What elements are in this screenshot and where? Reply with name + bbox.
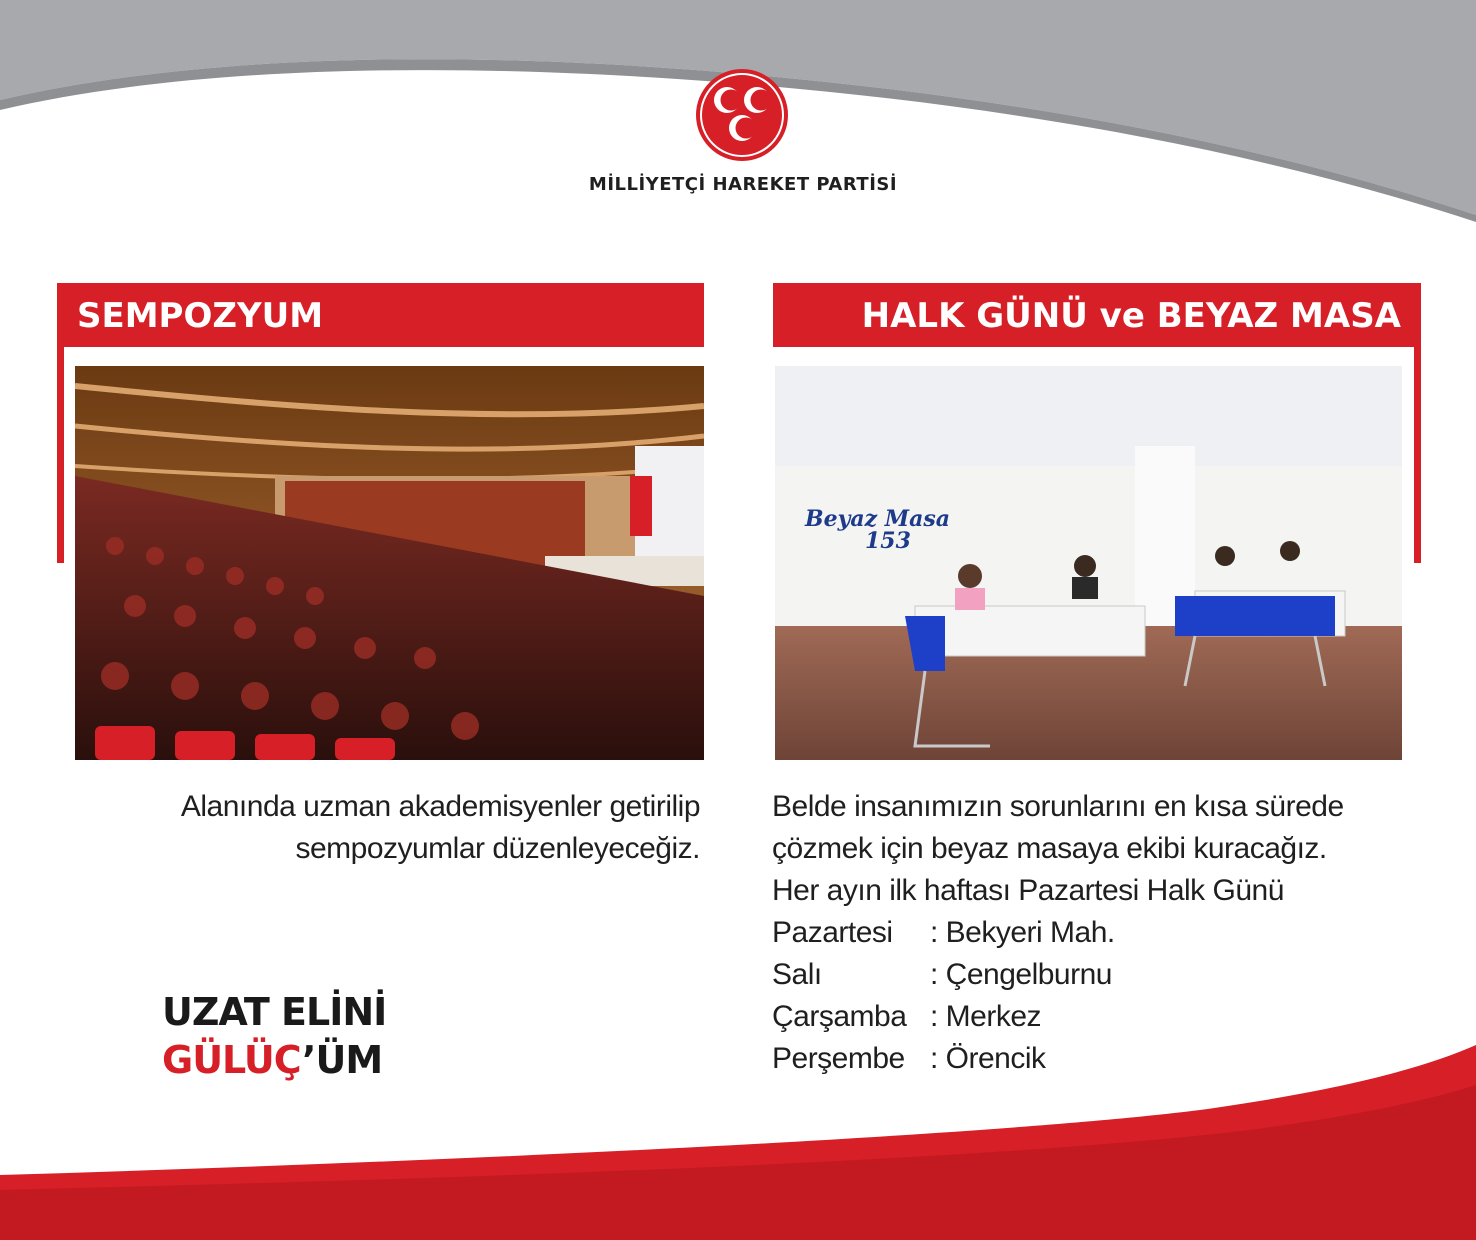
section-title-sempozyum: SEMPOZYUM bbox=[57, 283, 704, 347]
description-line: Her ayın ilk haftası Pazartesi Halk Günü bbox=[772, 874, 1284, 907]
auditorium-audience-photo bbox=[75, 366, 704, 760]
three-crescents-logo bbox=[695, 68, 789, 162]
schedule-place: : Örencik bbox=[930, 1042, 1046, 1075]
schedule-day: Çarşamba bbox=[772, 1000, 907, 1033]
slogan-line2 bbox=[162, 1036, 386, 1084]
schedule-day: Salı bbox=[772, 958, 822, 991]
section-title-halk-gunu: HALK GÜNÜ ve BEYAZ MASA bbox=[773, 283, 1421, 347]
schedule-row bbox=[772, 1038, 1452, 1080]
schedule-row bbox=[772, 954, 1452, 996]
schedule-row bbox=[772, 912, 1452, 954]
schedule-day: Pazartesi bbox=[772, 916, 893, 949]
slogan-line1: UZAT ELİNİ bbox=[162, 990, 387, 1034]
photo-sign-line1: Beyaz Masa bbox=[805, 506, 951, 532]
campaign-slogan bbox=[162, 988, 386, 1084]
sempozyum-description bbox=[120, 786, 700, 870]
description-line: çözmek için beyaz masaya ekibi kuracağız. bbox=[772, 832, 1327, 865]
party-name: MİLLİYETÇİ HAREKET PARTİSİ bbox=[588, 174, 898, 195]
schedule-place: : Bekyeri Mah. bbox=[930, 916, 1115, 949]
slogan-town-name: GÜLÜÇ bbox=[162, 1038, 303, 1082]
schedule-row bbox=[772, 996, 1452, 1038]
schedule-place: : Merkez bbox=[930, 1000, 1042, 1033]
description-line: Alanında uzman akademisyenler getirilip bbox=[180, 790, 700, 823]
description-line: sempozyumlar düzenleyeceğiz. bbox=[295, 832, 700, 865]
description-line: Belde insanımızın sorunlarını en kısa sürede bbox=[772, 790, 1344, 823]
photo-sign-line2: 153 bbox=[865, 528, 911, 554]
schedule-day: Perşembe bbox=[772, 1042, 905, 1075]
halk-gunu-description bbox=[772, 786, 1452, 1080]
slogan-suffix: ’ÜM bbox=[302, 1038, 383, 1082]
schedule-place: : Çengelburnu bbox=[930, 958, 1112, 991]
beyaz-masa-office-photo bbox=[775, 366, 1402, 760]
